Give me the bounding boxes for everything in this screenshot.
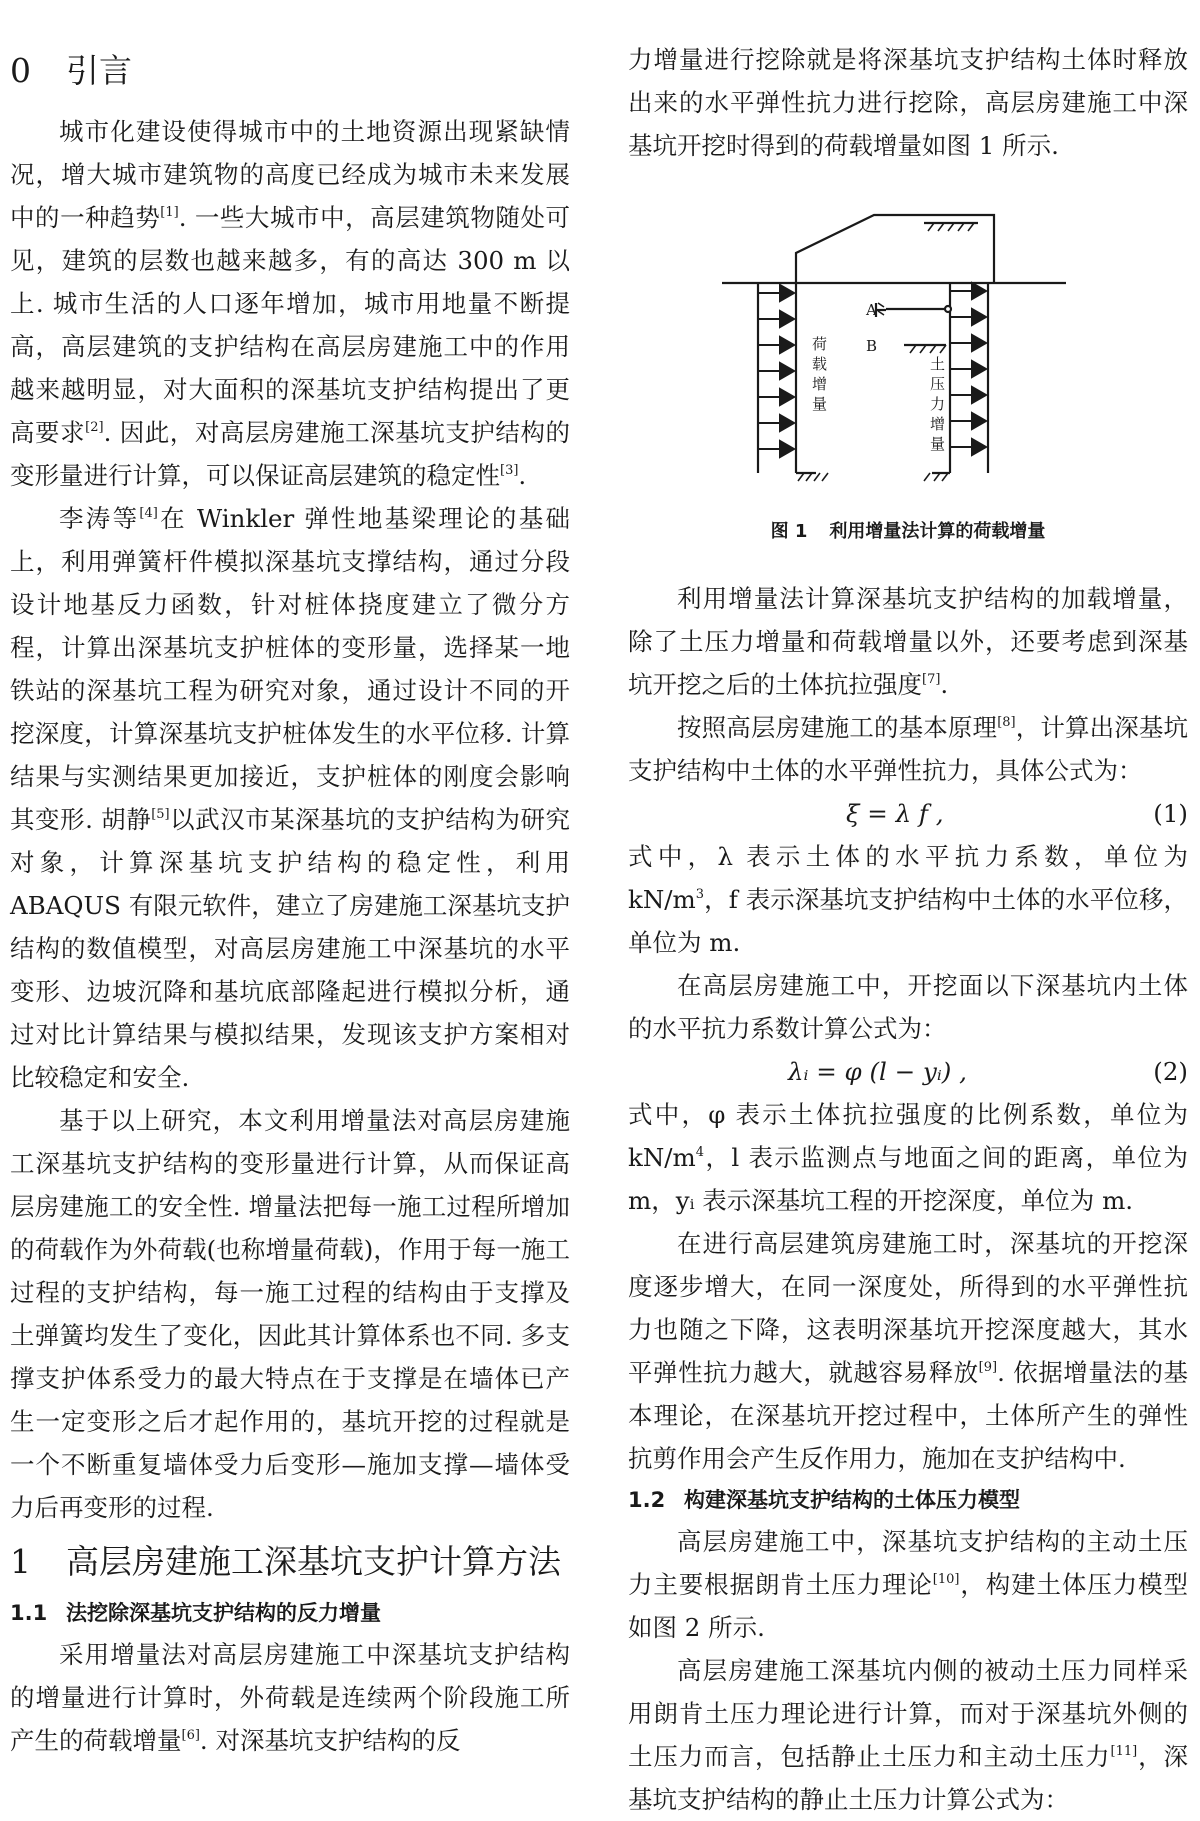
- text: 利用增量法计算深基坑支护结构的加载增量，除了土压力增量和荷载增量以外，还要考虑到深基坑开挖之后的土体抗拉强度: [628, 584, 1188, 699]
- arrow-head: [780, 337, 794, 353]
- coefficient-paragraph: 在高层房建施工中，开挖面以下深基坑内土体的水平抗力系数计算公式为：: [628, 971, 1188, 1043]
- intro-paragraph-1: [10, 110, 570, 497]
- text: 在进行高层建筑房建施工时，深基坑的开挖深度逐步增大，在同一深度处，所得到的水平弹性抗力也随之下降，这表明深基坑开挖深度越大，其水平弹性抗力越大，就越容易释放: [628, 1229, 1188, 1387]
- vertical-label-char: 荷: [812, 335, 828, 353]
- citation: [4]: [139, 506, 158, 521]
- section-title: 引言: [66, 51, 132, 90]
- figure-1-caption: [628, 517, 1188, 547]
- arrow-head: [780, 285, 794, 301]
- text: .: [940, 670, 949, 699]
- section-title: 高层房建施工深基坑支护计算方法: [66, 1542, 561, 1581]
- arrow-head: [972, 387, 986, 403]
- text: 以武汉市某深基坑的支护结构为研究对象，计算深基坑支护结构的稳定性，利用 ABAQUS 有限元软件，建立了房建施工深基坑支护结构的数值模型，对高层房建施工中深基坑的水平变形、边坡沉降和基坑底部隆起进行模拟分析，通过对比计算结果与模拟结果，发现该支护方案相对比较稳定和安全.: [10, 805, 571, 1092]
- left-column: [10, 38, 570, 1762]
- right-column: [628, 38, 1188, 1821]
- building-outline: [796, 215, 994, 283]
- citation: [8]: [997, 715, 1016, 730]
- subsection-title: 构建深基坑支护结构的土体压力模型: [684, 1488, 1020, 1512]
- citation: [7]: [922, 672, 941, 687]
- arrow-head: [972, 439, 986, 455]
- intro-paragraph-3: 基于以上研究，本文利用增量法对高层房建施工深基坑支护结构的变形量进行计算，从而保证高层房建施工的安全性. 增量法把每一施工过程所增加的荷载作为外荷载(也称增量荷载)，作用于每一施工过程的支护结构，每一施工过程的结构由于支撑及土弹簧均发生了变化，因此其计算体系也不同. 多支撑支护体系受力的最大特点在于支撑是在墙体已产生一定变形之后才起作用的，基坑开挖的过程就是一个不断重复墙体受力后变形—施加支撑—墙体受力后再变形的过程.: [10, 1106, 570, 1522]
- equation-number: (1): [1153, 799, 1188, 828]
- text: ，计算出深基坑支护结构中土体的水平弹性抗力，具体公式为：: [628, 713, 1189, 785]
- continued-paragraph: 力增量进行挖除就是将深基坑支护结构土体时释放出来的水平弹性抗力进行挖除，高层房建施工中深基坑开挖时得到的荷载增量如图 1 所示.: [628, 45, 1188, 160]
- text: 李涛等: [59, 504, 140, 533]
- text: 式中，φ 表示土体抗拉强度的比例系数，单位为 kN/m: [628, 1100, 1188, 1172]
- section-number: 0: [10, 51, 31, 90]
- superscript: 4: [695, 1145, 705, 1160]
- text: .: [518, 461, 527, 490]
- vertical-label-char: 增: [930, 415, 946, 433]
- section-number: 1: [10, 1542, 31, 1581]
- text: 采用增量法对高层房建施工中深基坑支护结构的增量进行计算时，外荷载是连续两个阶段施工所产生的荷载增量: [10, 1640, 570, 1755]
- section-1-heading: [10, 1537, 570, 1587]
- citation: [5]: [151, 807, 170, 822]
- load-increment-diagram: [688, 207, 1128, 499]
- text: . 对深基坑支护结构的反: [199, 1726, 461, 1755]
- label-b: B: [866, 337, 878, 355]
- eq2-explanation: [628, 1093, 1188, 1222]
- eq1-explanation: [628, 835, 1188, 964]
- pressure-paragraph-2: [628, 1649, 1188, 1821]
- equation-1: [628, 792, 1188, 835]
- figure-number: 图 1: [770, 521, 808, 542]
- text: 城市化建设使得城市中的土地资源出现紧缺情况，增大城市建筑物的高度已经成为城市未来发展中的一种趋势: [10, 117, 570, 232]
- text: . 因此，对高层房建施工深基坑支护结构的变形量进行计算，可以保证高层建筑的稳定性: [10, 418, 571, 490]
- vertical-label-char: 量: [930, 435, 946, 453]
- equation-2: [628, 1050, 1188, 1093]
- text: ，构建土体压力模型如图 2 所示.: [628, 1570, 1188, 1642]
- subsection-1-2-heading: [628, 1480, 1188, 1520]
- text: . 依据增量法的基本理论，在深基坑开挖过程中，土体所产生的弹性抗剪作用会产生反作用力，施加在支护结构中.: [628, 1358, 1189, 1473]
- vertical-label-char: 量: [812, 395, 828, 413]
- vertical-label-char: 载: [812, 355, 828, 373]
- vertical-label-char: 增: [812, 375, 828, 393]
- arrow-head: [972, 309, 986, 325]
- subsection-number: 1.2: [628, 1488, 666, 1512]
- arrow-head: [780, 389, 794, 405]
- text: ，深基坑支护结构的静止土压力计算公式为：: [628, 1742, 1189, 1814]
- citation: [11]: [1110, 1744, 1138, 1759]
- text: 高层房建施工中，深基坑支护结构的主动土压力主要根据朗肯土压力理论: [628, 1527, 1188, 1599]
- text: 式中，λ 表示土体的水平抗力系数，单位为 kN/m: [628, 842, 1188, 914]
- figure-1: [628, 207, 1188, 499]
- pressure-paragraph-1: [628, 1520, 1188, 1649]
- arrow-head: [972, 283, 986, 299]
- citation: [1]: [160, 205, 179, 220]
- citation: [6]: [181, 1728, 200, 1743]
- right-vertical-label: [930, 355, 945, 453]
- vertical-label-char: 压: [930, 375, 946, 393]
- text: . 一些大城市中，高层建筑物随处可见，建筑的层数也越来越多，有的高达 300 m 以上. 城市生活的人口逐年增加，城市用地量不断提高，高层建筑的支护结构在高层房建施工中的作用越来越明显，对大面积的深基坑支护结构提出了更高要求: [10, 203, 571, 447]
- superscript: 3: [695, 887, 705, 902]
- text: ，l 表示监测点与地面之间的距离，单位为 m，yᵢ 表示深基坑工程的开挖深度，单位为 m.: [628, 1143, 1188, 1215]
- text: ，f 表示深基坑支护结构中土体的水平位移，单位为 m.: [628, 885, 1188, 957]
- subsection-1-1-heading: [10, 1593, 570, 1633]
- arrow-head: [972, 361, 986, 377]
- arrow-head: [780, 415, 794, 431]
- left-vertical-label: [812, 335, 827, 413]
- text: 在 Winkler 弹性地基梁理论的基础上，利用弹簧杆件模拟深基坑支撑结构，通过分段设计地基反力函数，针对桩体挠度建立了微分方程，计算出深基坑支护桩体的变形量，选择某一地铁站的深基坑工程为研究对象，通过设计不同的开挖深度，计算深基坑支护桩体发生的水平位移. 计算结果与实测结果更加接近，支护桩体的刚度会影响其变形. 胡静: [10, 504, 570, 834]
- citation: [10]: [932, 1572, 960, 1587]
- arrow-head: [780, 363, 794, 379]
- arrow-head: [780, 311, 794, 327]
- equation-formula: ξ = λ f ,: [846, 799, 944, 828]
- figure-caption-text: 利用增量法计算的荷载增量: [829, 521, 1046, 542]
- vertical-label-char: 力: [930, 395, 946, 413]
- arrow-head: [972, 413, 986, 429]
- label-a: A: [866, 301, 877, 319]
- vertical-label-char: 土: [930, 355, 946, 373]
- text: 高层房建施工深基坑内侧的被动土压力同样采用朗肯土压力理论进行计算，而对于深基坑外侧的土压力而言，包括静止土压力和主动土压力: [628, 1656, 1188, 1771]
- arrow-head: [780, 441, 794, 457]
- subsection-number: 1.1: [10, 1601, 48, 1625]
- intro-paragraph-2: [10, 497, 570, 1099]
- equation-number: (2): [1153, 1057, 1188, 1086]
- method-paragraph-1: [10, 1633, 570, 1762]
- principle-paragraph: [628, 706, 1188, 792]
- section-0-heading: [10, 46, 570, 96]
- excavation-paragraph: [628, 1222, 1188, 1480]
- arrow-head: [972, 335, 986, 351]
- citation: [9]: [978, 1360, 998, 1375]
- increment-paragraph: [628, 577, 1188, 706]
- citation: [2]: [85, 420, 104, 435]
- subsection-title: 法挖除深基坑支护结构的反力增量: [66, 1601, 381, 1625]
- citation: [3]: [500, 463, 519, 478]
- text: 按照高层房建施工的基本原理: [677, 713, 998, 742]
- equation-formula: λᵢ = φ (l − yᵢ) ,: [788, 1057, 967, 1086]
